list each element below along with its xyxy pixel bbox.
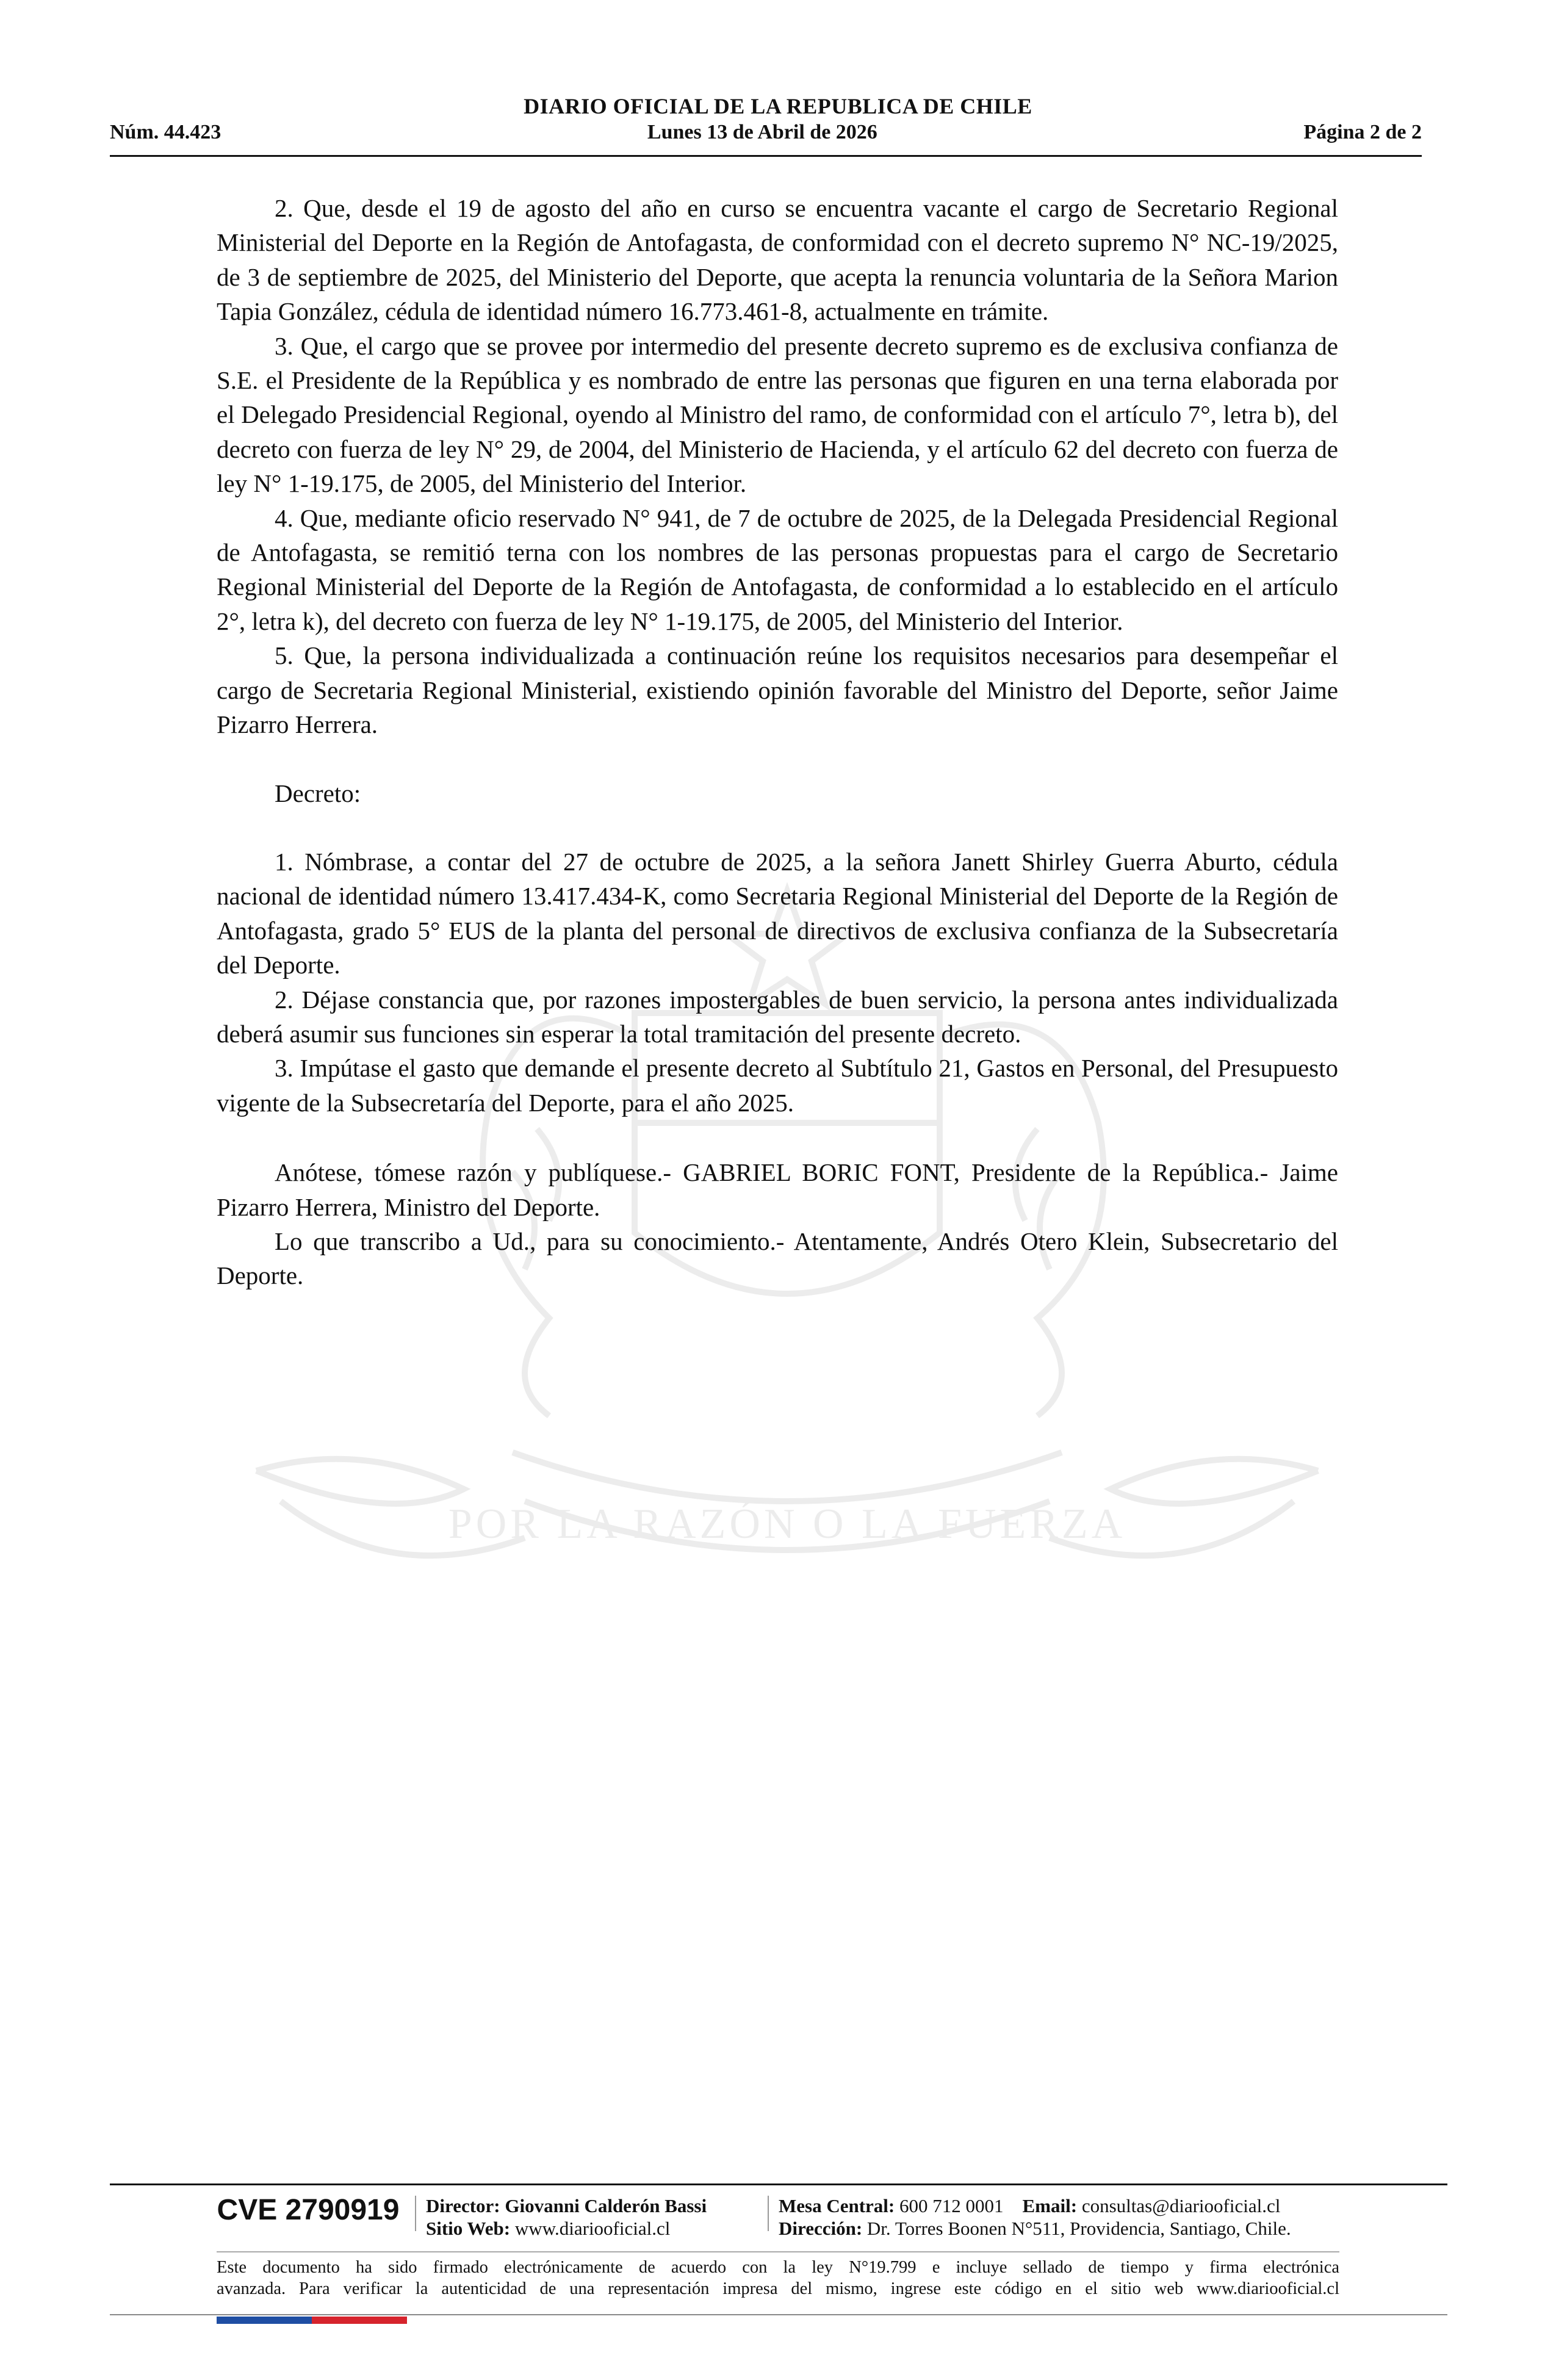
director-name: Giovanni Calderón Bassi — [505, 2195, 707, 2216]
closing-formula: Anótese, tómese razón y publíquese.- GABRIEL BORIC FONT, Presidente de la República.- Jaime Pizarro Herrera, Ministro del Deporte. — [217, 1158, 1338, 1221]
legal-line-2: avanzada. Para verificar la autenticidad de una representación impresa del mismo, ingrese este código en el sitio web www.diariooficial.cl — [217, 2279, 1339, 2298]
flag-stripe-blue — [217, 2317, 312, 2324]
phone-value: 600 712 0001 — [899, 2195, 1004, 2216]
footer-contact-block — [779, 2194, 1291, 2240]
articulo-3: 3. Impútase el gasto que demande el presente decreto al Subtítulo 21, Gastos en Personal, del Presupuesto vigente de la Subsecretaría del Deporte, para el año 2025. — [217, 1054, 1338, 1117]
website-label: Sitio Web: — [426, 2218, 511, 2239]
website-link[interactable]: www.diariooficial.cl — [514, 2218, 671, 2239]
considerando-2: 2. Que, desde el 19 de agosto del año en curso se encuentra vacante el cargo de Secretario Regional Ministerial del Deporte en la Región de Antofagasta, de conformidad con el decreto supremo N° NC-19/2025, de 3 de septiembre de 2025, del Ministerio del Deporte, que acepta la renuncia voluntaria de la Señora Marion Tapia González, cédula de identidad número 16.773.461-8, actualmente en trámite. — [217, 194, 1338, 326]
flag-stripe-red — [312, 2317, 407, 2324]
address-value: Dr. Torres Boonen N°511, Providencia, Santiago, Chile. — [866, 2218, 1291, 2239]
page-number: Página 2 de 2 — [1303, 121, 1422, 143]
legal-line-1: Este documento ha sido firmado electrónicamente de acuerdo con la ley N°19.799 e incluye sellado de tiempo y firma electrónica — [217, 2258, 1339, 2277]
publication-title: DIARIO OFICIAL DE LA REPUBLICA DE CHILE — [524, 94, 1032, 118]
footer-thin-divider — [217, 2251, 1339, 2252]
footer-separator — [768, 2196, 769, 2231]
phone-label: Mesa Central: — [779, 2195, 895, 2216]
email-link[interactable]: consultas@diariooficial.cl — [1081, 2195, 1281, 2216]
footer-separator — [415, 2196, 416, 2231]
footer-bottom-divider — [110, 2314, 1447, 2315]
considerando-3: 3. Que, el cargo que se provee por intermedio del presente decreto supremo es de exclusiva confianza de S.E. el Presidente de la República y es nombrado de entre las personas que figuren en una terna elaborada por el Delegado Presidencial Regional, oyendo al Ministro del ramo, de conformidad con el artículo 7°, letra b), del decreto con fuerza de ley N° 29, de 2004, del Ministerio de Hacienda, y el artículo 62 del decreto con fuerza de ley N° 1-19.175, de 2005, del Ministerio del Interior. — [217, 331, 1338, 498]
director-label: Director: — [426, 2195, 500, 2216]
email-label: Email: — [1022, 2195, 1078, 2216]
footer-director-block — [426, 2194, 707, 2240]
header-divider — [110, 155, 1422, 157]
articulo-2: 2. Déjase constancia que, por razones impostergables de buen servicio, la persona antes individualizada deberá asumir sus funciones sin esperar la total tramitación del presente decreto. — [217, 985, 1338, 1048]
issue-date: Lunes 13 de Abril de 2026 — [647, 121, 877, 143]
address-label: Dirección: — [779, 2218, 863, 2239]
transcription-note: Lo que transcribo a Ud., para su conocimiento.- Atentamente, Andrés Otero Klein, Subsecretario del Deporte. — [217, 1227, 1338, 1290]
considerando-5: 5. Que, la persona individualizada a continuación reúne los requisitos necesarios para desempeñar el cargo de Secretaria Regional Ministerial, existiendo opinión favorable del Ministro del Deporte, señor Jaime Pizarro Herrera. — [217, 641, 1338, 739]
decree-body — [217, 191, 1338, 1293]
decreto-heading: Decreto: — [275, 779, 361, 807]
header-row — [110, 121, 1422, 144]
considerando-4: 4. Que, mediante oficio reservado N° 941, de 7 de octubre de 2025, de la Delegada Presidencial Regional de Antofagasta, se remitió terna con los nombres de las personas propuestas para el cargo de Secretario Regional Ministerial del Deporte de la Región de Antofagasta, de conformidad a lo establecido en el artículo 2°, letra k), del decreto con fuerza de ley N° 1-19.175, de 2005, del Ministerio del Interior. — [217, 503, 1338, 635]
watermark-motto: POR LA RAZÓN O LA FUERZA — [448, 1501, 1126, 1548]
cve-code: CVE 2790919 — [217, 2194, 400, 2226]
articulo-1: 1. Nómbrase, a contar del 27 de octubre de 2025, a la señora Janett Shirley Guerra Aburto, cédula nacional de identidad número 13.417.434-K, como Secretaria Regional Ministerial del Deporte de la Región de Antofagasta, grado 5° EUS de la planta del personal de directivos de exclusiva confianza de la Subsecretaría del Deporte. — [217, 847, 1338, 979]
issue-number: Núm. 44.423 — [110, 121, 222, 143]
legal-notice — [217, 2257, 1339, 2299]
footer-divider — [110, 2183, 1447, 2185]
